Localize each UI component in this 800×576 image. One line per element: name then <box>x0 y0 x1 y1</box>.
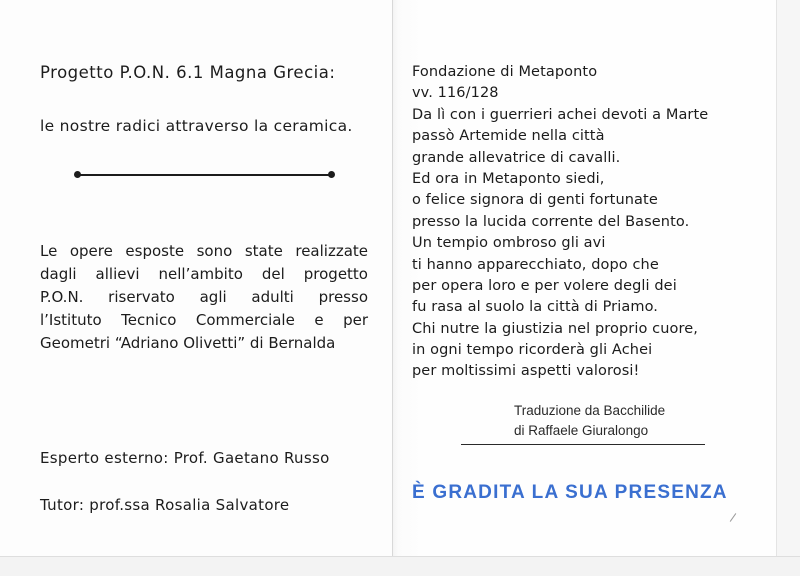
poem-line: in ogni tempo ricorderà gli Achei <box>412 342 653 359</box>
description-line: Geometri “Adriano Olivetti” di Bernalda <box>40 334 336 352</box>
description-line: l’Istituto Tecnico Commerciale e per <box>40 311 368 329</box>
external-expert: Esperto esterno: Prof. Gaetano Russo <box>40 449 330 467</box>
poem-line: Un tempio ombroso gli avi <box>412 235 606 252</box>
translation-credit <box>514 401 665 441</box>
poem-line: fu rasa al suolo la città di Priamo. <box>412 299 658 316</box>
credit-underline <box>461 444 705 445</box>
description-line: dagli allievi nell’ambito del progetto <box>40 265 368 283</box>
credit-line: di Raffaele Giuralongo <box>514 423 649 438</box>
poem-line: Ed ora in Metaponto siedi, <box>412 170 605 187</box>
poem-title: Fondazione di Metaponto <box>412 64 598 80</box>
project-title: Progetto P.O.N. 6.1 Magna Grecia: <box>40 63 336 82</box>
description-line: Le opere esposte sono state realizzate <box>40 242 368 260</box>
credit-line: Traduzione da Bacchilide <box>514 403 666 418</box>
description-line: P.O.N. riservato agli adulti presso <box>40 288 368 306</box>
tutor: Tutor: prof.ssa Rosalia Salvatore <box>40 496 290 514</box>
poem-line: ti hanno apparecchiato, dopo che <box>412 256 659 273</box>
poem-line: Da lì con i guerrieri achei devoti a Marte <box>412 106 709 123</box>
paper-right-margin <box>776 0 800 575</box>
invitation-text: È GRADITA LA SUA PRESENZA <box>412 482 728 503</box>
poem-line: per moltissimi aspetti valorosi! <box>412 363 640 380</box>
project-subtitle: le nostre radici attraverso la ceramica. <box>40 117 353 135</box>
poem-line: passò Artemide nella città <box>412 128 605 145</box>
poem-line: Chi nutre la giustizia nel proprio cuore, <box>412 320 698 337</box>
poem-line: per opera loro e per volere degli dei <box>412 277 677 294</box>
poem <box>412 62 708 383</box>
divider-dot-left <box>74 171 81 178</box>
fold-line <box>392 0 393 575</box>
decorative-divider <box>78 174 332 176</box>
divider-dot-right <box>328 171 335 178</box>
paper-bottom-margin <box>0 556 800 576</box>
poem-line: presso la lucida corrente del Basento. <box>412 213 690 230</box>
poem-line: o felice signora di genti fortunate <box>412 192 658 209</box>
project-description <box>40 240 368 355</box>
poem-verses-ref: vv. 116/128 <box>412 85 499 102</box>
poem-line: grande allevatrice di cavalli. <box>412 149 621 166</box>
